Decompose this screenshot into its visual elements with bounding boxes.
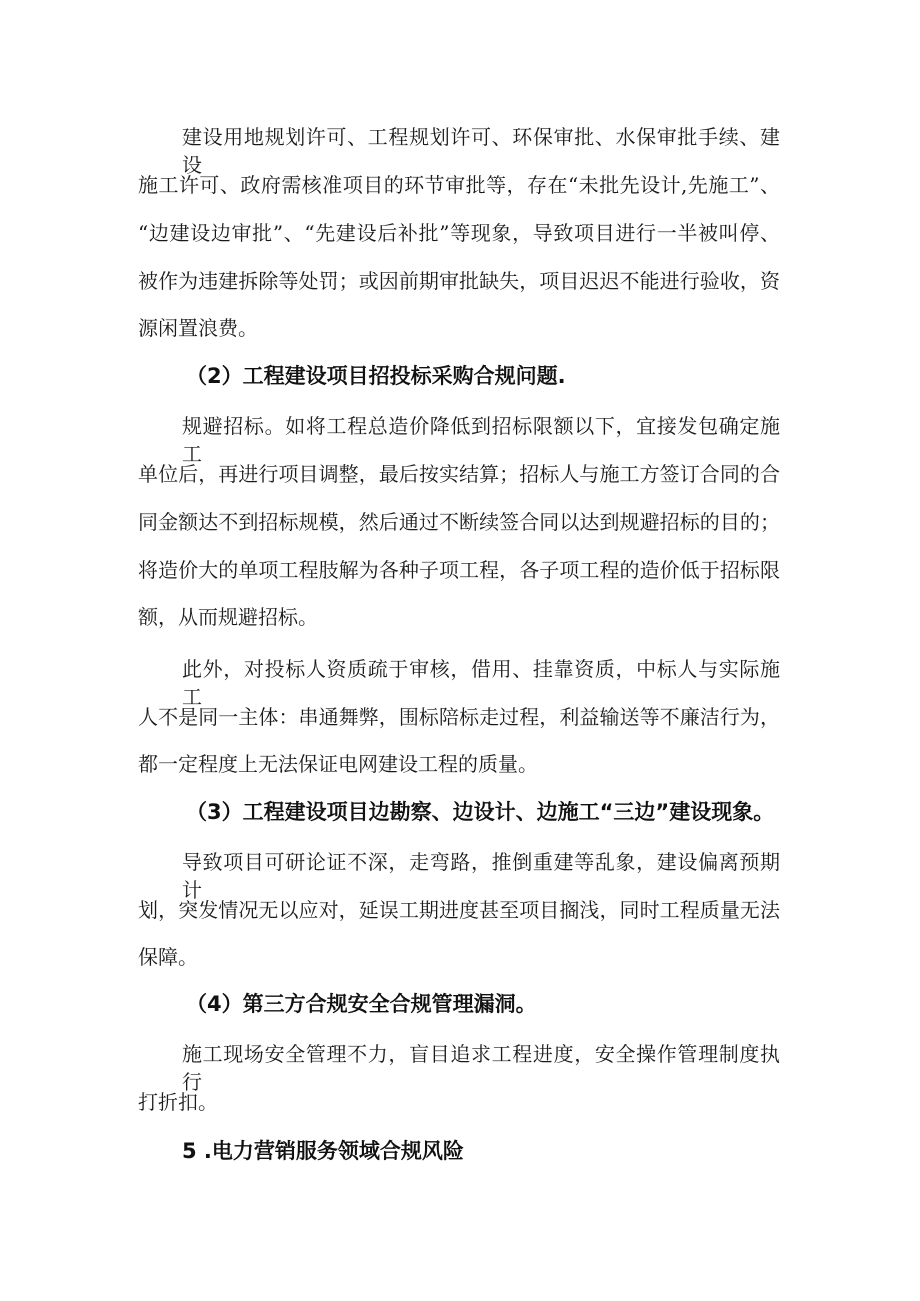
paragraph-2-line-5: 额，从而规避招标。 (138, 605, 318, 629)
paragraph-3-line-2: 人不是同一主体：串通舞弊，围标陪标走过程，利益输送等不廉洁行为， (138, 705, 780, 729)
paragraph-5-line-1: 施工现场安全管理不力，盲目追求工程进度，安全操作管理制度执行 (182, 1042, 780, 1094)
section-heading-5: 5 .电力营销服务领域合规风险 (182, 1139, 464, 1163)
paragraph-4-line-3: 保障。 (138, 945, 198, 969)
paragraph-2-line-2: 单位后，再进行项目调整，最后按实结算；招标人与施工方签订合同的合 (138, 462, 780, 486)
paragraph-4-line-1: 导致项目可研论证不深，走弯路，推倒重建等乱象，建设偏离预期计 (182, 850, 780, 902)
section-heading-4: （4）第三方合规安全合规管理漏洞。 (186, 992, 537, 1016)
paragraph-3-line-1: 此外，对投标人资质疏于审核，借用、挂靠资质，中标人与实际施工 (182, 657, 780, 709)
paragraph-2-line-3: 同金额达不到招标规模，然后通过不断续签合同以达到规避招标的目的； (138, 510, 780, 534)
paragraph-1-line-4: 被作为违建拆除等处罚；或因前期审批缺失，项目迟迟不能进行验收，资 (138, 269, 780, 293)
paragraph-1-line-2: 施工许可、政府需核准项目的环节审批等，存在“未批先设计,先施工”、 (138, 173, 780, 197)
paragraph-1-line-5: 源闲置浪费。 (138, 316, 258, 340)
paragraph-4-line-2: 划，突发情况无以应对，延误工期进度甚至项目搁浅，同时工程质量无法 (138, 898, 780, 922)
paragraph-2-line-4: 将造价大的单项工程肢解为各种子项工程，各子项工程的造价低于招标限 (138, 558, 780, 582)
section-heading-3: （3）工程建设项目边勘察、边设计、边施工“三边”建设现象。 (186, 800, 775, 824)
paragraph-2-line-1: 规避招标。如将工程总造价降低到招标限额以下，宜接发包确定施工 (182, 414, 780, 466)
section-heading-2: （2）工程建设项目招投标采购合规问题. (186, 364, 566, 388)
paragraph-1-line-3: “边建设边审批”、“先建设后补批”等现象，导致项目进行一半被叫停、 (138, 221, 780, 245)
paragraph-1-line-1: 建设用地规划许可、工程规划许可、环保审批、水保审批手续、建设 (182, 125, 780, 177)
paragraph-3-line-3: 都一定程度上无法保证电网建设工程的质量。 (138, 752, 538, 776)
paragraph-5-line-2: 打折扣。 (138, 1090, 218, 1114)
